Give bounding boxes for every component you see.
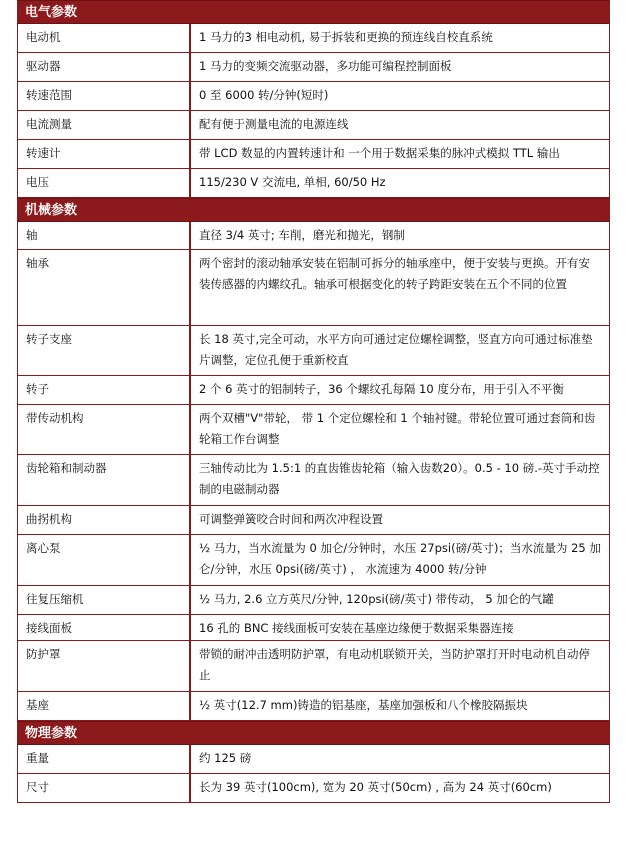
row-value: 0 至 6000 转/分钟(短时) xyxy=(199,88,329,102)
row-label: 离心泵 xyxy=(18,535,191,585)
row-value: 1 马力的变频交流驱动器，多功能可编程控制面板 xyxy=(199,59,452,73)
row-label: 电流测量 xyxy=(18,111,191,139)
table-row xyxy=(17,615,610,641)
row-value: 直径 3/4 英寸; 车削，磨光和抛光，钢制 xyxy=(199,228,405,242)
row-value: 1 马力的3 相电动机, 易于拆装和更换的预连线自校直系统 xyxy=(199,30,493,44)
table-row xyxy=(17,692,610,721)
row-label: 尺寸 xyxy=(18,774,191,802)
row-label: 齿轮箱和制动器 xyxy=(18,455,191,505)
section-physical xyxy=(17,721,610,803)
section-header: 机械参数 xyxy=(17,198,610,222)
table-row xyxy=(17,82,610,111)
row-value: 配有便于测量电流的电源连线 xyxy=(199,117,349,131)
table-row xyxy=(17,140,610,169)
spec-table xyxy=(17,0,610,803)
table-row xyxy=(17,53,610,82)
row-label: 电动机 xyxy=(18,24,191,52)
row-label: 转子 xyxy=(18,376,191,404)
row-value: 两个密封的滚动轴承安装在铝制可拆分的轴承座中，便于安装与更换。开有安装传感器的内螺纹孔。轴承可根据变化的转子跨距安装在五个不同的位置 xyxy=(199,256,590,291)
row-label: 轴承 xyxy=(18,250,191,325)
table-row xyxy=(17,24,610,53)
table-row xyxy=(17,506,610,535)
row-value: 2 个 6 英寸的铝制转子，36 个螺纹孔每隔 10 度分布，用于引入不平衡 xyxy=(199,382,564,396)
row-value: 长为 39 英寸(100cm), 宽为 20 英寸(50cm) , 高为 24 英寸(60cm) xyxy=(199,780,552,794)
table-row xyxy=(17,250,610,326)
row-value: 16 孔的 BNC 接线面板可安装在基座边缘便于数据采集器连接 xyxy=(199,621,514,635)
section-mechanical xyxy=(17,198,610,721)
row-value: 长 18 英寸,完全可动，水平方向可通过定位螺栓调整，竖直方向可通过标准垫片调整，定位孔便于重新校直 xyxy=(199,332,593,367)
row-label: 转速范围 xyxy=(18,82,191,110)
table-row xyxy=(17,535,610,586)
table-row xyxy=(17,641,610,692)
table-row xyxy=(17,376,610,405)
row-value: 三轴传动比为 1.5:1 的直齿锥齿轮箱（输入齿数20）。0.5 - 10 磅.-英寸手动控制的电磁制动器 xyxy=(199,461,600,496)
row-value: 115/230 V 交流电, 单相, 60/50 Hz xyxy=(199,175,386,189)
row-label: 带传动机构 xyxy=(18,405,191,454)
table-row xyxy=(17,222,610,250)
row-label: 重量 xyxy=(18,745,191,773)
table-row xyxy=(17,774,610,803)
row-label: 转速计 xyxy=(18,140,191,168)
row-label: 基座 xyxy=(18,692,191,720)
row-label: 电压 xyxy=(18,169,191,197)
section-electrical xyxy=(17,0,610,198)
row-value: ½ 英寸(12.7 mm)铸造的铝基座，基座加强板和八个橡胶隔振块 xyxy=(199,698,528,712)
row-value: 带锁的耐冲击透明防护罩，有电动机联锁开关，当防护罩打开时电动机自动停止 xyxy=(199,647,590,682)
row-value: 可调整弹簧咬合时间和两次冲程设置 xyxy=(199,512,383,526)
row-value: 约 125 磅 xyxy=(199,751,252,765)
row-value: 两个双槽"V"带轮， 带 1 个定位螺栓和 1 个轴衬键。带轮位置可通过套筒和齿轮箱工作台调整 xyxy=(199,411,596,446)
row-label: 曲拐机构 xyxy=(18,506,191,534)
table-row xyxy=(17,405,610,455)
row-label: 轴 xyxy=(18,222,191,249)
table-row xyxy=(17,169,610,198)
row-value: 带 LCD 数显的内置转速计和 一个用于数据采集的脉冲式模拟 TTL 输出 xyxy=(199,146,560,160)
row-label: 接线面板 xyxy=(18,615,191,640)
row-value: ½ 马力，当水流量为 0 加仑/分钟时，水压 27psi(磅/英寸)；当水流量为 25 加仑/分钟，水压 0psi(磅/英寸) ， 水流速为 4000 转/分钟 xyxy=(199,541,601,576)
row-label: 防护罩 xyxy=(18,641,191,691)
section-header: 电气参数 xyxy=(17,0,610,24)
section-header: 物理参数 xyxy=(17,721,610,745)
row-value: ½ 马力, 2.6 立方英尺/分钟, 120psi(磅/英寸) 带传动， 5 加仑的气罐 xyxy=(199,592,554,606)
table-row xyxy=(17,745,610,774)
row-label: 转子支座 xyxy=(18,326,191,375)
row-label: 驱动器 xyxy=(18,53,191,81)
table-row xyxy=(17,326,610,376)
table-row xyxy=(17,455,610,506)
row-label: 往复压缩机 xyxy=(18,586,191,614)
table-row xyxy=(17,111,610,140)
table-row xyxy=(17,586,610,615)
